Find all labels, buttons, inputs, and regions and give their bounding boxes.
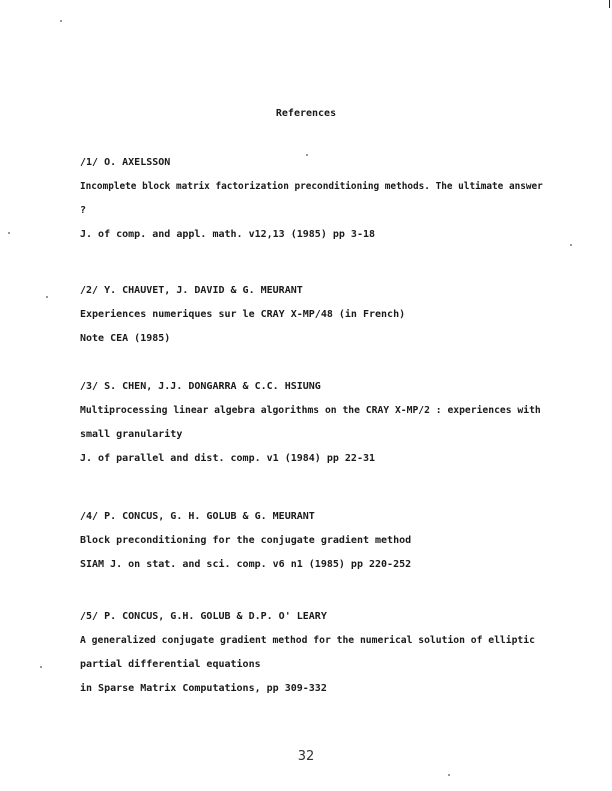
scan-speck bbox=[570, 244, 572, 246]
page-title: References bbox=[275, 108, 337, 119]
scan-speck bbox=[306, 154, 308, 156]
reference-3 bbox=[80, 380, 580, 476]
reference-1 bbox=[80, 156, 580, 252]
reference-5-title-continued: partial differential equations bbox=[80, 659, 261, 670]
reference-3-authors: /3/ S. CHEN, J.J. DONGARRA & C.C. HSIUNG bbox=[80, 381, 321, 392]
scan-speck bbox=[40, 666, 42, 668]
reference-1-source: J. of comp. and appl. math. v12,13 (1985) pp 3-18 bbox=[80, 229, 376, 240]
reference-1-authors: /1/ O. AXELSSON bbox=[80, 157, 171, 168]
reference-2 bbox=[80, 284, 580, 356]
scan-speck bbox=[8, 232, 10, 234]
reference-4-authors: /4/ P. CONCUS, G. H. GOLUB & G. MEURANT bbox=[80, 511, 315, 522]
reference-4-title: Block preconditioning for the conjugate gradient method bbox=[80, 535, 412, 546]
reference-4-source: SIAM J. on stat. and sci. comp. v6 n1 (1985) pp 220-252 bbox=[80, 559, 412, 570]
reference-3-title-continued: small granularity bbox=[80, 429, 183, 440]
reference-5-source: in Sparse Matrix Computations, pp 309-332 bbox=[80, 683, 327, 694]
reference-3-title: Multiprocessing linear algebra algorithms on the CRAY X-MP/2 : experiences with bbox=[80, 405, 541, 416]
reference-2-authors: /2/ Y. CHAUVET, J. DAVID & G. MEURANT bbox=[80, 285, 303, 296]
scan-speck bbox=[46, 296, 48, 298]
reference-4 bbox=[80, 510, 580, 582]
reference-2-title: Experiences numeriques sur le CRAY X-MP/48 (in French) bbox=[80, 309, 406, 320]
reference-3-source: J. of parallel and dist. comp. v1 (1984) pp 22-31 bbox=[80, 453, 376, 464]
scan-speck bbox=[60, 20, 62, 22]
reference-1-title: Incomplete block matrix factorization preconditioning methods. The ultimate answer bbox=[80, 181, 543, 192]
reference-1-title-continued: ? bbox=[80, 205, 87, 216]
scan-edge-mark bbox=[609, 0, 610, 8]
reference-5 bbox=[80, 610, 580, 706]
page-number: 32 bbox=[297, 749, 315, 764]
reference-2-source: Note CEA (1985) bbox=[80, 333, 171, 344]
reference-5-authors: /5/ P. CONCUS, G.H. GOLUB & D.P. O' LEARY bbox=[80, 611, 327, 622]
scan-speck bbox=[448, 774, 450, 776]
reference-5-title: A generalized conjugate gradient method for the numerical solution of elliptic bbox=[80, 635, 535, 646]
